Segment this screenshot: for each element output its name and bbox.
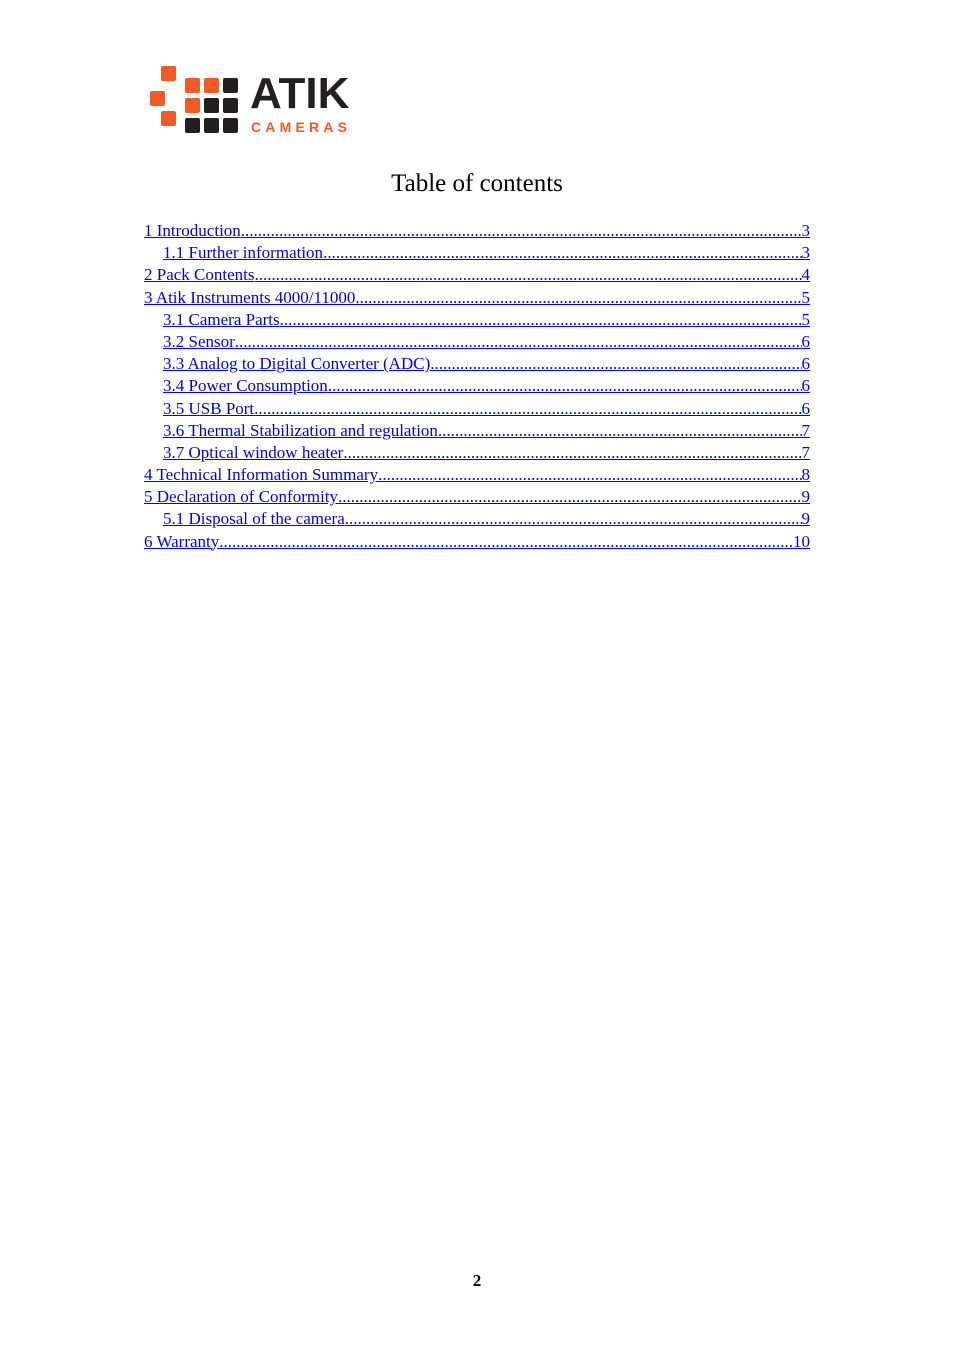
toc-entry-label: 3.6 Thermal Stabilization and regulation [163,420,438,440]
toc-entry-page: 4 [801,265,810,285]
toc-entry-page: 6 [801,354,810,374]
toc-leader-dots [235,331,802,353]
toc-entry-page: 5 [801,287,810,307]
logo-square [204,98,219,113]
toc-entry-link[interactable] [144,420,810,442]
toc-entry-label: 1.1 Further information [163,243,324,263]
toc-entry-label: 2 Pack Contents [144,265,255,285]
logo-square [204,78,219,93]
toc-entry-link[interactable] [144,486,810,508]
toc-entry-label: 3.2 Sensor [163,331,235,351]
logo-square [223,98,238,113]
toc-leader-dots [343,442,801,464]
toc-entry-label: 1 Introduction [144,221,241,240]
toc-entry-page: 8 [801,465,810,485]
toc-entry-link[interactable] [144,464,810,486]
toc-leader-dots [338,486,801,508]
toc-entry-link[interactable] [144,353,810,375]
table-of-contents [144,220,810,553]
toc-entry-page: 9 [801,487,810,507]
toc-entry-link[interactable] [144,331,810,353]
toc-entry-label: 3.3 Analog to Digital Converter (ADC) [163,354,431,374]
toc-entry-label: 5.1 Disposal of the camera [163,509,345,529]
toc-leader-dots [378,464,801,486]
toc-leader-dots [241,220,802,242]
toc-entry-page: 3 [801,243,810,263]
toc-entry-page: 5 [801,309,810,329]
toc-leader-dots [323,242,801,264]
toc-entry-label: 4 Technical Information Summary [144,465,379,485]
toc-entry-label: 3.4 Power Consumption [163,376,328,396]
logo-square [223,118,238,133]
toc-leader-dots [430,353,801,375]
toc-entry-link[interactable] [144,508,810,530]
toc-entry-link[interactable] [144,309,810,331]
toc-entry-link[interactable] [144,242,810,264]
logo-square [150,91,165,106]
toc-entry-link[interactable] [144,220,810,242]
toc-entry-link[interactable] [144,264,810,286]
toc-leader-dots [355,287,801,309]
toc-leader-dots [438,420,802,442]
logo-square [161,111,176,126]
toc-leader-dots [280,309,802,331]
toc-leader-dots [328,375,802,397]
toc-entry-page: 9 [801,509,810,529]
toc-entry-page: 3 [801,221,810,240]
toc-leader-dots [255,264,802,286]
toc-entry-label: 3.7 Optical window heater [163,442,344,462]
toc-entry-page: 7 [801,442,810,462]
toc-leader-dots [254,398,801,420]
logo-sub-text: CAMERAS [251,119,352,135]
atik-cameras-logo [150,64,380,138]
toc-leader-dots [219,531,793,553]
logo-brand-text: ATIK [250,69,350,118]
toc-entry-link[interactable] [144,442,810,464]
logo-square [204,118,219,133]
toc-entry-link[interactable] [144,375,810,397]
toc-entry-label: 3.5 USB Port [163,398,255,418]
toc-entry-page: 6 [801,398,810,418]
toc-title: Table of contents [391,170,563,197]
toc-entry-page: 7 [801,420,810,440]
logo-square [185,118,200,133]
logo-square [185,78,200,93]
toc-entry-label: 3 Atik Instruments 4000/11000 [144,287,356,307]
toc-entry-page: 6 [801,331,810,351]
toc-entry-label: 6 Warranty [144,531,220,551]
logo-square [185,98,200,113]
toc-entry-page: 10 [793,531,810,551]
toc-entry-page: 6 [801,376,810,396]
toc-entry-link[interactable] [144,287,810,309]
toc-entry-link[interactable] [144,398,810,420]
logo-square [161,66,176,81]
toc-entry-label: 5 Declaration of Conformity [144,487,339,507]
toc-entry-link[interactable] [144,531,810,553]
logo-square [223,78,238,93]
toc-leader-dots [345,508,802,530]
page-number: 2 [472,1271,482,1290]
toc-entry-label: 3.1 Camera Parts [163,309,280,329]
